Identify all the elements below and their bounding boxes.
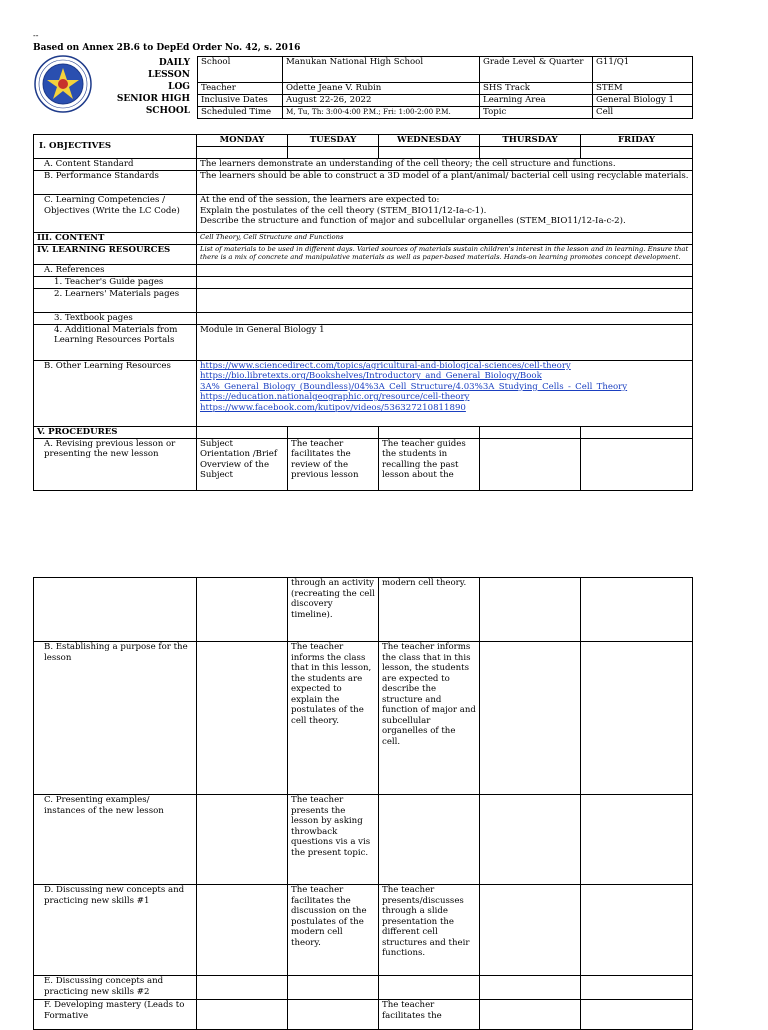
concepts-wednesday: The teacher presents/discusses through a slide presentation the different cell structures and their functions. — [379, 885, 480, 976]
time-label: Scheduled Time — [198, 107, 283, 119]
presenting-examples-label: C. Presenting examples/ instances of the new lesson — [34, 795, 197, 885]
establishing-purpose-label: B. Establishing a purpose for the lesson — [34, 642, 197, 795]
procedures-table-continued — [33, 577, 693, 1030]
purpose-tuesday: The teacher informs the class that in this lesson, the students are expected to explain the postulates of the cell theory. — [288, 642, 379, 795]
resource-link[interactable]: https://www.sciencedirect.com/topics/agricultural-and-biological-sciences/cell-theory — [200, 360, 571, 371]
mastery-wednesday: The teacher facilitates the — [379, 1000, 480, 1030]
learning-resources-heading: IV. LEARNING RESOURCES — [34, 244, 197, 264]
other-resources-label: B. Other Learning Resources — [34, 360, 197, 426]
teachers-guide-label: 1. Teacher's Guide pages — [34, 276, 197, 288]
time-value: M, Tu, Th: 3:00-4:00 P.M.; Fri: 1:00-2:00 P.M. — [283, 107, 480, 119]
area-label: Learning Area — [480, 95, 593, 107]
resource-link[interactable]: https://education.nationalgeographic.org/resource/cell-theory — [200, 392, 470, 402]
day-tuesday: TUESDAY — [288, 135, 379, 147]
new-concepts-2-label: E. Discussing concepts and practicing new skills #2 — [34, 976, 197, 1000]
additional-materials-label: 4. Additional Materials from Learning Resources Portals — [34, 324, 197, 360]
references-label: A. References — [34, 264, 197, 276]
revising-tuesday: The teacher facilitates the review of the previous lesson — [288, 438, 379, 490]
grade-value: G11/Q1 — [593, 57, 693, 83]
title-line: SENIOR HIGH SCHOOL — [116, 94, 190, 116]
teacher-value: Odette Jeane V. Rubin — [283, 83, 480, 95]
competencies-label: C. Learning Competencies / Objectives (Write the LC Code) — [34, 195, 197, 233]
day-wednesday: WEDNESDAY — [379, 135, 480, 147]
concepts-tuesday: The teacher facilitates the discussion on the postulates of the modern cell theory. — [288, 885, 379, 976]
content-text: Cell Theory, Cell Structure and Functions — [197, 233, 693, 245]
content-heading: III. CONTENT — [34, 233, 197, 245]
teacher-label: Teacher — [198, 83, 283, 95]
topic-value: Cell — [593, 107, 693, 119]
revising-wednesday: The teacher guides the students in recalling the past lesson about the — [379, 438, 480, 490]
performance-standards-label: B. Performance Standards — [34, 171, 197, 195]
resource-link[interactable]: 3A%_General_Biology_(Boundless)/04%3A_Cell_Structure/4.03%3A_Studying_Cells_-_Cell_Theory — [200, 381, 628, 392]
revising-tuesday-cont: through an activity (recreating the cell discovery timeline). — [288, 578, 379, 642]
objectives-heading: I. OBJECTIVES — [34, 135, 197, 159]
topic-label: Topic — [480, 107, 593, 119]
header-info-table — [197, 56, 693, 119]
additional-materials-text: Module in General Biology 1 — [197, 324, 693, 360]
school-value: Manukan National High School — [283, 57, 480, 83]
competencies-text — [197, 195, 693, 233]
deped-seal-icon — [34, 55, 92, 113]
dates-label: Inclusive Dates — [198, 95, 283, 107]
lesson-log-table — [33, 134, 693, 491]
day-monday: MONDAY — [197, 135, 288, 147]
title-line: LESSON — [147, 70, 190, 80]
competencies-line: Explain the postulates of the cell theory (STEM_BIO11/12-Ia-c-1). — [200, 205, 487, 216]
title-line: LOG — [168, 82, 190, 92]
resource-link[interactable]: https://www.facebook.com/kutipov/videos/536327210811890 — [200, 402, 466, 413]
developing-mastery-label: F. Developing mastery (Leads to Formative — [34, 1000, 197, 1030]
annex-reference: Based on Annex 2B.6 to DepEd Order No. 42, s. 2016 — [33, 43, 301, 53]
revising-monday: Subject Orientation /Brief Overview of the Subject — [197, 438, 288, 490]
title-line: DAILY — [158, 58, 190, 68]
procedures-heading: V. PROCEDURES — [34, 426, 197, 438]
other-resources-links — [197, 360, 693, 426]
document-title — [100, 57, 190, 117]
content-standard-label: A. Content Standard — [34, 159, 197, 171]
learners-materials-label: 2. Learners' Materials pages — [34, 288, 197, 312]
purpose-wednesday: The teacher informs the class that in this lesson, the students are expected to describe the structure and function of major and subcellular organelles of the cell. — [379, 642, 480, 795]
learning-resources-note: List of materials to be used in different days. Varied sources of materials sustain children's interest in the lesson and in learning. Ensure that there is a mix of concrete and manipulative materials as well as paper-based materials. Hands-on learning promotes concept development. — [197, 244, 693, 264]
content-standard-text: The learners demonstrate an understanding of the cell theory; the cell structure and functions. — [197, 159, 693, 171]
revising-lesson-label: A. Revising previous lesson or presenting the new lesson — [34, 438, 197, 490]
examples-tuesday: The teacher presents the lesson by asking throwback questions vis a vis the present topic. — [288, 795, 379, 885]
area-value: General Biology 1 — [593, 95, 693, 107]
day-friday: FRIDAY — [581, 135, 693, 147]
textbook-pages-label: 3. Textbook pages — [34, 312, 197, 324]
header-dash: -- — [33, 31, 39, 40]
track-value: STEM — [593, 83, 693, 95]
competencies-line: At the end of the session, the learners are expected to: — [200, 195, 440, 205]
dates-value: August 22-26, 2022 — [283, 95, 480, 107]
track-label: SHS Track — [480, 83, 593, 95]
resource-link[interactable]: https://bio.libretexts.org/Bookshelves/Introductory_and_General_Biology/Book — [200, 371, 542, 381]
new-concepts-1-label: D. Discussing new concepts and practicing new skills #1 — [34, 885, 197, 976]
school-label: School — [198, 57, 283, 83]
grade-label: Grade Level & Quarter — [480, 57, 593, 83]
competencies-line: Describe the structure and function of major and subcellular organelles (STEM_BIO11/12-Ia-c-2). — [200, 216, 626, 226]
day-thursday: THURSDAY — [480, 135, 581, 147]
revising-wednesday-cont: modern cell theory. — [379, 578, 480, 642]
performance-standards-text: The learners should be able to construct a 3D model of a plant/animal/ bacterial cell using recyclable materials. — [197, 171, 693, 195]
